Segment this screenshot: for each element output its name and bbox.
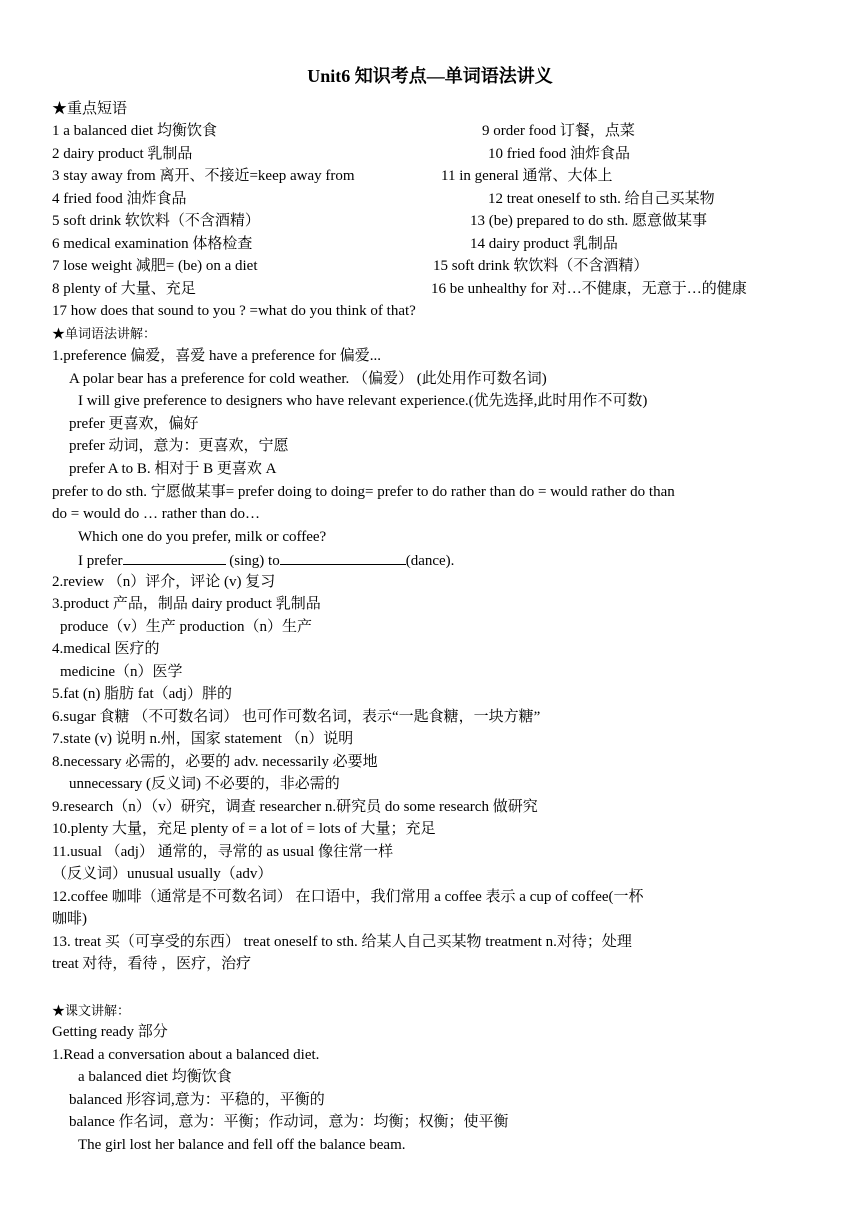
grammar-line: 8.necessary 必需的，必要的 adv. necessarily 必要地 <box>52 754 378 770</box>
grammar-line: 2.review （n）评介，评论 (v) 复习 <box>52 574 276 590</box>
phrase-item: 14 dairy product 乳制品 <box>470 236 618 252</box>
grammar-line: 6.sugar 食糖 （不可数名词） 也可作可数名词，表示“一匙食糖，一块方糖” <box>52 709 541 725</box>
answer-blank[interactable] <box>280 549 406 565</box>
exercise-tail: (dance). <box>405 553 455 569</box>
section-header-lesson: ★课文讲解： <box>52 1003 131 1018</box>
phrase-item: 3 stay away from 离开、不接近=keep away from <box>52 168 355 184</box>
lesson-line: balanced 形容词,意为：平稳的，平衡的 <box>69 1092 325 1108</box>
grammar-line: 3.product 产品，制品 dairy product 乳制品 <box>52 596 321 612</box>
grammar-line: 12.coffee 咖啡（通常是不可数名词） 在口语中，我们常用 a coffee 表示 a cup of coffee(一杯 <box>52 889 644 905</box>
exercise-line <box>78 549 454 571</box>
grammar-line: I will give preference to designers who have relevant experience.(优先选择,此时用作不可数) <box>78 393 648 409</box>
grammar-line: 13. treat 买（可享受的东西） treat oneself to sth. 给某人自己买某物 treatment n.对待；处理 <box>52 934 632 950</box>
grammar-line: 5.fat (n) 脂肪 fat（adj）胖的 <box>52 686 232 702</box>
phrase-item: 10 fried food 油炸食品 <box>488 146 631 162</box>
section-header-grammar: ★单词语法讲解： <box>52 326 157 341</box>
lesson-line: Getting ready 部分 <box>52 1024 168 1040</box>
lesson-line: balance 作名词，意为：平衡；作动词，意为：均衡；权衡；使平衡 <box>69 1114 509 1130</box>
grammar-line: medicine（n）医学 <box>60 664 183 680</box>
phrase-item: 12 treat oneself to sth. 给自己买某物 <box>488 191 715 207</box>
exercise-lead: I prefer <box>78 553 123 569</box>
phrase-item: 2 dairy product 乳制品 <box>52 146 193 162</box>
grammar-line: 1.preference 偏爱，喜爱 have a preference for 偏爱... <box>52 348 382 364</box>
phrase-item: 16 be unhealthy for 对…不健康，无意于…的健康 <box>431 281 747 297</box>
phrase-item: 13 (be) prepared to do sth. 愿意做某事 <box>470 213 708 229</box>
lesson-line: 1.Read a conversation about a balanced diet. <box>52 1047 320 1063</box>
phrase-item: 11 in general 通常、大体上 <box>441 168 613 184</box>
phrase-item: 1 a balanced diet 均衡饮食 <box>52 123 217 139</box>
grammar-line: 11.usual （adj） 通常的，寻常的 as usual 像往常一样 <box>52 844 394 860</box>
grammar-line: 9.research（n）（v）研究，调查 researcher n.研究员 do some research 做研究 <box>52 799 538 815</box>
phrase-item: 15 soft drink 软饮料（不含酒精） <box>433 258 649 274</box>
grammar-line: prefer A to B. 相对于 B 更喜欢 A <box>69 461 277 477</box>
grammar-line: 7.state (v) 说明 n.州，国家 statement （n）说明 <box>52 731 354 747</box>
phrase-item: 17 how does that sound to you ? =what do you think of that? <box>52 303 416 319</box>
section-header-phrases: ★重点短语 <box>52 101 128 117</box>
grammar-line: 10.plenty 大量，充足 plenty of = a lot of = lots of 大量；充足 <box>52 821 436 837</box>
grammar-line: do = would do … rather than do… <box>52 506 261 522</box>
grammar-line: prefer to do sth. 宁愿做某事= prefer doing to doing= prefer to do rather than do = would rather do than <box>52 484 675 500</box>
phrase-item: 5 soft drink 软饮料（不含酒精） <box>52 213 260 229</box>
phrase-item: 8 plenty of 大量、充足 <box>52 281 196 297</box>
answer-blank[interactable] <box>123 549 226 565</box>
grammar-line: produce（v）生产 production（n）生产 <box>60 619 313 635</box>
grammar-line: （反义词）unusual usually（adv） <box>52 866 273 882</box>
exercise-mid: (sing) to <box>225 553 280 569</box>
phrase-item: 4 fried food 油炸食品 <box>52 191 187 207</box>
page-title: Unit6 知识考点—单词语法讲义 <box>307 66 553 86</box>
grammar-line: prefer 动词，意为：更喜欢，宁愿 <box>69 438 289 454</box>
grammar-line: Which one do you prefer, milk or coffee? <box>78 529 327 545</box>
lesson-line: a balanced diet 均衡饮食 <box>78 1069 232 1085</box>
grammar-line: A polar bear has a preference for cold weather. （偏爱） (此处用作可数名词) <box>69 371 547 387</box>
grammar-line: treat 对待，看待 ，医疗，治疗 <box>52 956 252 972</box>
phrase-item: 7 lose weight 减肥= (be) on a diet <box>52 258 258 274</box>
lesson-line: The girl lost her balance and fell off the balance beam. <box>78 1137 406 1153</box>
phrase-item: 9 order food 订餐，点菜 <box>482 123 635 139</box>
grammar-line: 4.medical 医疗的 <box>52 641 160 657</box>
grammar-line: unnecessary (反义词) 不必要的，非必需的 <box>69 776 340 792</box>
grammar-line: prefer 更喜欢，偏好 <box>69 416 199 432</box>
grammar-line: 咖啡) <box>52 911 87 927</box>
phrase-item: 6 medical examination 体格检查 <box>52 236 253 252</box>
